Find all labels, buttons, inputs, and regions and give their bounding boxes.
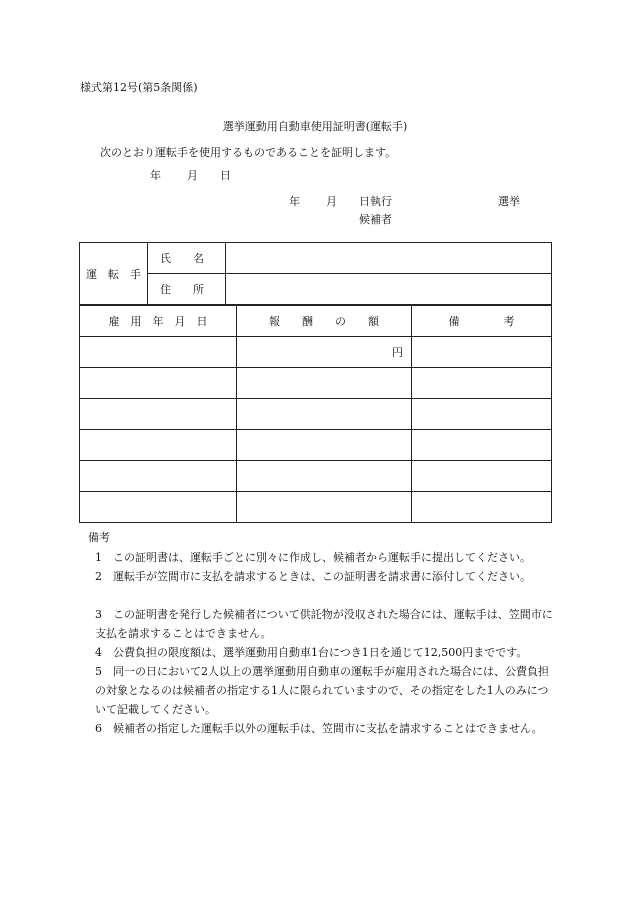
name-label: 氏 名 [148,243,226,274]
name-field[interactable] [226,243,552,274]
table-row [80,368,552,399]
employment-date-cell[interactable] [80,430,237,461]
payment-amount-cell[interactable]: 円 [237,337,412,368]
driver-info-table [79,242,552,305]
table-row [80,430,552,461]
driver-label: 運 転 手 [80,243,148,305]
employment-date-cell[interactable] [80,368,237,399]
note-number: 6 [95,722,102,735]
employment-table [79,305,552,523]
form-number: 様式第12号(第5条関係) [80,81,198,94]
note-item [95,567,555,586]
remarks-cell[interactable] [412,492,552,523]
remarks-cell[interactable] [412,461,552,492]
employment-date-cell[interactable] [80,337,237,368]
day-label: 日 [220,169,231,182]
remarks-cell[interactable] [412,368,552,399]
address-field[interactable] [226,274,552,305]
address-row [80,274,552,305]
note-item [95,605,555,643]
payment-amount-cell[interactable] [237,430,412,461]
note-item [95,662,555,719]
note-number: 5 [95,665,102,678]
note-item [95,643,555,662]
employment-date-header: 雇 用 年 月 日 [80,306,237,337]
table-row [80,461,552,492]
note-text: この証明書は、運転手ごとに別々に作成し、候補者から運転手に提出してください。 [113,551,531,564]
remarks-cell[interactable] [412,337,552,368]
note-number: 2 [95,570,102,583]
payment-amount-cell[interactable] [237,461,412,492]
header-row [80,306,552,337]
notes-heading: 備考 [88,531,110,544]
election-label: 選挙 [498,195,520,208]
payment-amount-cell[interactable] [237,399,412,430]
year-label: 年 [150,169,161,182]
note-text: 同一の日において2人以上の選挙運動用自動車の運転手が雇用された場合には、公費負担の対象となるのは候補者の指定する1人に限られていますので、その指定をした1人のみについて記載してください。 [95,665,549,716]
note-text: 運転手が笠間市に支払を請求するときは、この証明書を請求書に添付してください。 [113,570,531,583]
intro-text: 次のとおり運転手を使用するものであることを証明します。 [100,146,397,159]
month-label: 月 [187,169,198,182]
payment-amount-cell[interactable] [237,492,412,523]
remarks-cell[interactable] [412,430,552,461]
employment-date-cell[interactable] [80,461,237,492]
remarks-cell[interactable] [412,399,552,430]
note-text: この証明書を発行した候補者について供託物が没収された場合には、運転手は、笠間市に支払を請求することはできません。 [95,608,553,640]
address-label: 住 所 [148,274,226,305]
note-text: 候補者の指定した運転手以外の運転手は、笠間市に支払を請求することはできません。 [113,722,543,735]
payment-amount-cell[interactable] [237,368,412,399]
table-row [80,399,552,430]
employment-date-cell[interactable] [80,492,237,523]
note-number: 4 [95,646,102,659]
exec-month-label: 月 [326,195,337,208]
note-item [95,548,555,567]
note-item [95,719,555,738]
employment-date-cell[interactable] [80,399,237,430]
note-text: 公費負担の限度額は、選挙運動用自動車1台につき1日を通じて12,500円までです。 [113,646,528,659]
note-number: 3 [95,608,102,621]
note-number: 1 [95,551,102,564]
name-row [80,243,552,274]
candidate-label: 候補者 [359,213,392,226]
payment-amount-header: 報 酬 の 額 [237,306,412,337]
exec-day-label: 日執行 [359,195,392,208]
remarks-header: 備 考 [412,306,552,337]
document-title: 選挙運動用自動車使用証明書(運転手) [222,120,408,133]
exec-year-label: 年 [289,195,300,208]
table-row [80,492,552,523]
table-row [80,337,552,368]
